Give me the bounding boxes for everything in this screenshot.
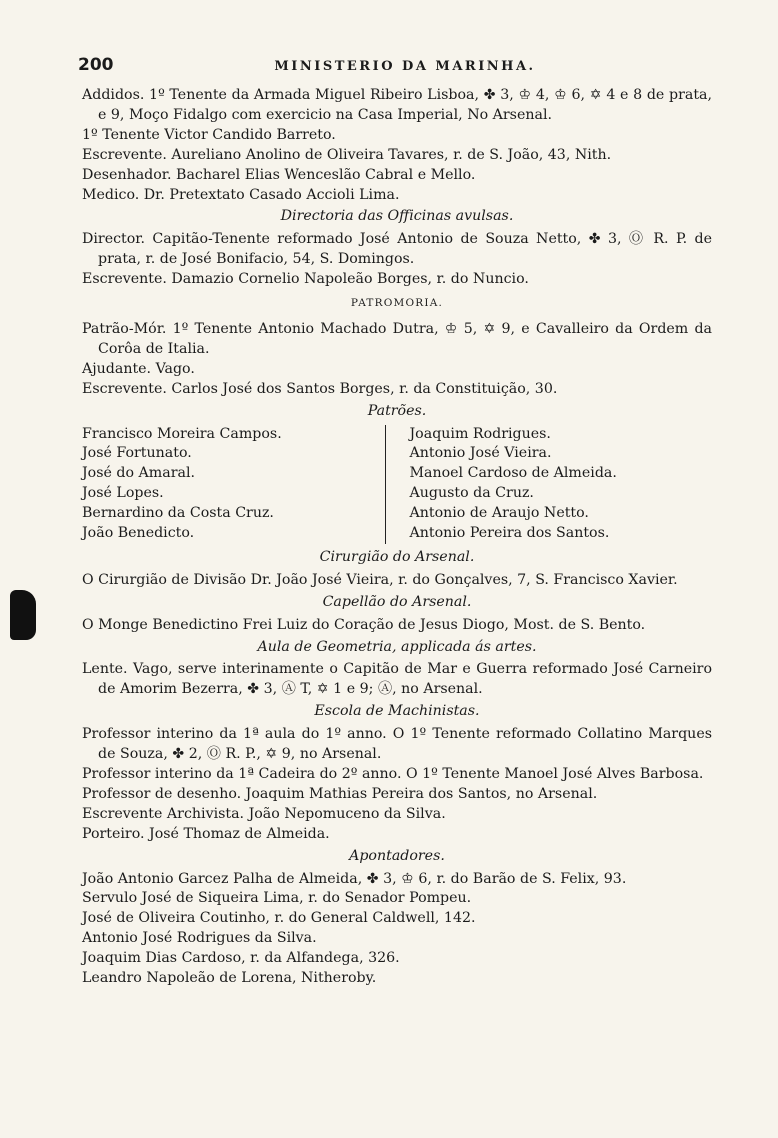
entry-line: Desenhador. Bacharel Elias Wenceslão Cabral e Mello. [82,166,476,183]
entry-line: Escrevente. Aureliano Anolino de Oliveira Tavares, r. de S. João, 43, Nith. [82,146,612,163]
patroes-columns [82,425,712,544]
entry-line: Medico. Dr. Pretextato Casado Accioli Lima. [82,186,400,203]
entry-line: Ajudante. Vago. [82,360,195,377]
entry-line: Professor interino da 1ª Cadeira do 2º anno. O 1º Tenente Manoel José Alves Barbosa. [82,766,704,782]
list-item: Antonio de Araujo Netto. [409,505,589,522]
list-item: Antonio Pereira dos Santos. [409,525,610,542]
entry-line: Porteiro. José Thomaz de Almeida. [82,825,330,842]
entry-line: Addidos. 1º Tenente da Armada Miguel Ribeiro Lisboa, ✤ 3, ♔ 4, ♔ 6, ✡ 4 e 8 de prata, e 9, Moço Fidalgo com exercicio na Casa Imperial, No Arsenal. [82,87,712,123]
entry-line: Director. Capitão-Tenente reformado José Antonio de Souza Netto, ✤ 3, Ⓞ R. P. de prata, r. de José Bonifacio, 54, S. Domingos. [82,231,712,268]
section-title-machinistas: Escola de Machinistas. [314,703,480,720]
entry-line: Escrevente. Damazio Cornelio Napoleão Borges, r. do Nuncio. [82,271,529,288]
patroes-right-column [385,425,713,544]
list-item: Manoel Cardoso de Almeida. [409,465,617,482]
list-item: Joaquim Rodrigues. [409,425,551,442]
page-blemish [10,590,36,640]
section-title-officinas: Directoria das Officinas avulsas. [280,208,514,225]
running-title: MINISTERIO DA MARINHA. [274,59,536,74]
page-number: 200 [78,55,114,75]
entry-line: Escrevente. Carlos José dos Santos Borges, r. da Constituição, 30. [82,380,558,397]
list-item: José do Amaral. [82,465,195,482]
entry-line: Leandro Napoleão de Lorena, Nitheroby. [82,970,377,987]
section-title-capellao: Capellão do Arsenal. [322,593,472,610]
entry-line: José de Oliveira Coutinho, r. do General Caldwell, 142. [82,910,476,927]
entry-line: Servulo José de Siqueira Lima, r. do Senador Pompeu. [82,890,472,907]
list-item: José Lopes. [82,485,164,502]
section-title-patromoria: PATROMORIA. [350,297,444,310]
list-item: Bernardino da Costa Cruz. [82,505,274,522]
list-item: José Fortunato. [82,445,192,462]
section-title-apontadores: Apontadores. [349,847,445,864]
entry-line: Patrão-Mór. 1º Tenente Antonio Machado Dutra, ♔ 5, ✡ 9, e Cavalleiro da Ordem da Corôa de Italia. [82,320,712,357]
entry-line: Antonio José Rodrigues da Silva. [82,930,317,947]
list-item: Francisco Moreira Campos. [82,425,282,442]
list-item: João Benedicto. [82,525,195,542]
list-item: Augusto da Cruz. [409,485,534,502]
page-header [78,55,712,86]
entry-line: 1º Tenente Victor Candido Barreto. [82,126,336,143]
entry-line: Lente. Vago, serve interinamente o Capitão de Mar e Guerra reformado José Carneiro de Amorim Bezerra, ✤ 3, Ⓐ T, ✡ 1 e 9; Ⓐ, no Arsenal. [82,661,712,698]
section-title-geometria: Aula de Geometria, applicada ás artes. [257,638,537,655]
entry-line: João Antonio Garcez Palha de Almeida, ✤ 3, ♔ 6, r. do Barão de S. Felix, 93. [82,870,627,887]
section-title-patroes: Patrões. [367,402,427,419]
document-page [78,55,712,989]
list-item: Antonio José Vieira. [409,445,552,462]
block-addidos [82,86,712,205]
section-title-cirurgiao: Cirurgião do Arsenal. [319,548,475,565]
entry-line: O Monge Benedictino Frei Luiz do Coração de Jesus Diogo, Most. de S. Bento. [82,616,646,633]
entry-line: O Cirurgião de Divisão Dr. João José Vieira, r. do Gonçalves, 7, S. Francisco Xavier. [82,571,678,588]
patroes-left-column [82,425,385,544]
entry-line: Professor de desenho. Joaquim Mathias Pereira dos Santos, no Arsenal. [82,785,598,802]
entry-line: Professor interino da 1ª aula do 1º anno. O 1º Tenente reformado Collatino Marques de Souza, ✤ 2, Ⓞ R. P., ✡ 9, no Arsenal. [82,726,712,763]
entry-line: Joaquim Dias Cardoso, r. da Alfandega, 326. [82,950,400,967]
entry-line: Escrevente Archivista. João Nepomuceno da Silva. [82,805,446,822]
